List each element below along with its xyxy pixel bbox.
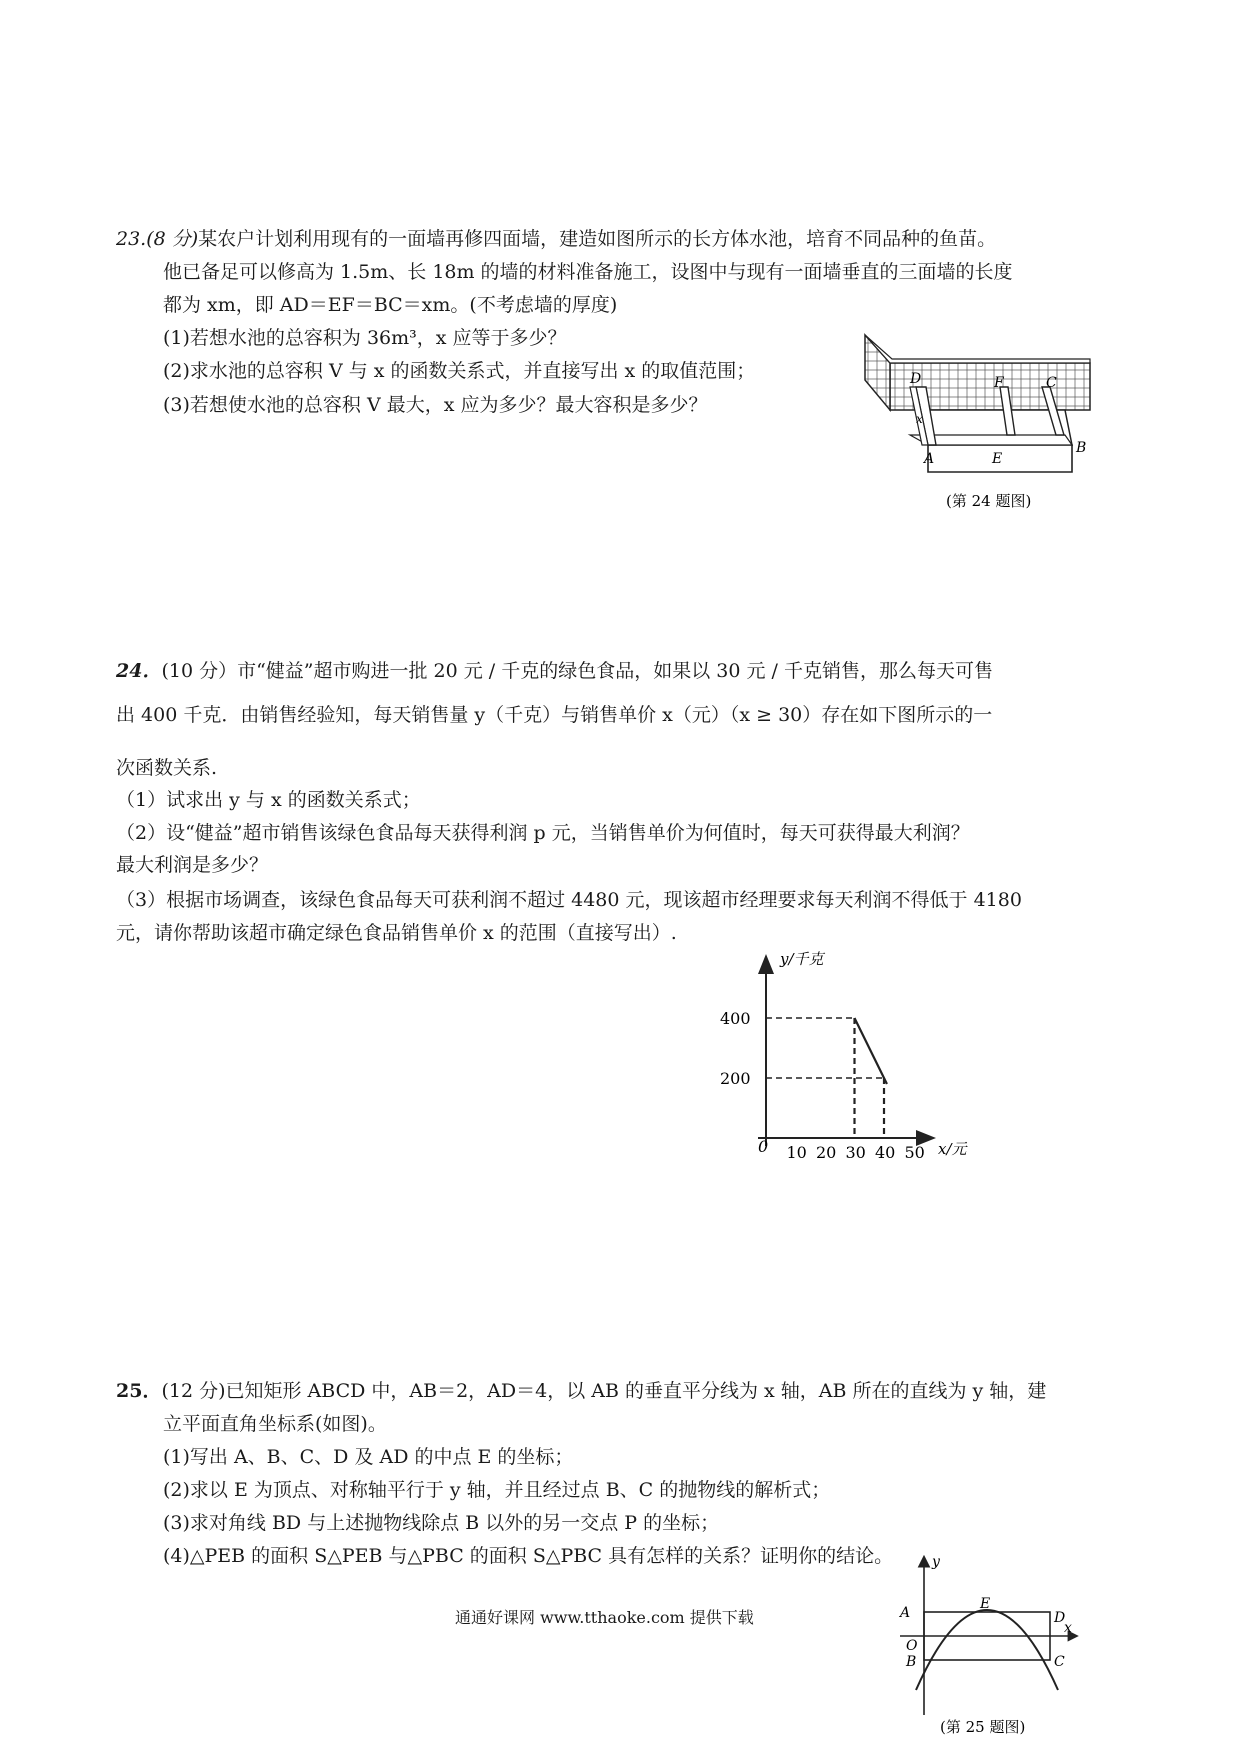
q24-line-2: 出 400 千克．由销售经验知，每天销售量 y（千克）与销售单价 x（元）（x ≥ 30）存在如下图所示的一 — [116, 704, 993, 726]
q23-line-2: 他已备足可以修高为 1.5m、长 18m 的墙的材料准备施工，设图中与现有一面墙垂直的三面墙的长度 — [163, 261, 1013, 283]
chart-y-tick-label: 400 — [720, 1009, 751, 1028]
q24-line-1-text: (10 分）市“健益”超市购进一批 20 元 / 千克的绿色食品，如果以 30 元 / 千克销售，那么每天可售 — [161, 660, 993, 682]
q25-line-2: 立平面直角坐标系(如图)。 — [163, 1413, 387, 1435]
chart-series-line — [855, 1018, 887, 1084]
label-d: D — [910, 371, 922, 387]
q23-part-3: (3)若想使水池的总容积 V 最大，x 应为多少？最大容积是多少？ — [163, 394, 708, 416]
q25-line-1-text: (12 分)已知矩形 ABCD 中，AB＝2，AD＝4，以 AB 的垂直平分线为 x 轴，AB 所在的直线为 y 轴，建 — [161, 1380, 1047, 1402]
chart-xlabel: x/元 — [938, 1140, 967, 1158]
fig25-label-y: y — [932, 1554, 940, 1570]
q23-part-1: (1)若想水池的总容积为 36m³，x 应等于多少？ — [163, 327, 567, 349]
fig25-label-o: O — [906, 1638, 918, 1654]
q24-part-2b: 最大利润是多少？ — [116, 854, 269, 876]
label-a: A — [924, 451, 935, 467]
q24-part-3b: 元，请你帮助该超市确定绿色食品销售单价 x 的范围（直接写出）. — [116, 922, 677, 944]
q23-line-1: 某农户计划利用现有的一面墙再修四面墙，建造如图所示的长方体水池，培育不同品种的鱼苗。 — [198, 228, 997, 250]
q24-part-2a: （2）设“健益”超市销售该绿色食品每天获得利润 p 元，当销售单价为何值时，每天可获得最大利润？ — [116, 822, 970, 844]
q23-points: 分) — [165, 228, 199, 250]
label-b: B — [1076, 440, 1087, 456]
q25-part-3: (3)求对角线 BD 与上述抛物线除点 B 以外的另一交点 P 的坐标； — [163, 1512, 720, 1534]
pool-diagram — [850, 325, 1100, 515]
fig25-label-e: E — [980, 1596, 991, 1612]
chart-origin-label: 0 — [758, 1137, 769, 1156]
chart-ylabel: y/千克 — [780, 950, 824, 968]
back-wall-top — [865, 335, 1090, 363]
q23-part-2: (2)求水池的总容积 V 与 x 的函数关系式，并直接写出 x 的取值范围； — [163, 360, 756, 382]
fig25-label-a: A — [900, 1605, 911, 1621]
q25-part-1: (1)写出 A、B、C、D 及 AD 的中点 E 的坐标； — [163, 1446, 574, 1468]
chart-x-tick-label: 50 — [904, 1143, 925, 1162]
label-e: E — [992, 451, 1003, 467]
q23-number — [116, 226, 996, 252]
chart-y-tick-label: 200 — [720, 1069, 751, 1088]
fig25-label-d: D — [1054, 1610, 1066, 1626]
q23-line-3: 都为 xm，即 AD＝EF＝BC＝xm。(不考虑墙的厚度) — [163, 294, 618, 316]
chart-x-tick-label: 40 — [875, 1143, 896, 1162]
sales-chart — [700, 940, 1000, 1170]
q24-part-3a: （3）根据市场调查，该绿色食品每天可获利润不超过 4480 元，现该超市经理要求每天利润不得低于 4180 — [116, 889, 1022, 911]
chart-x-tick-label: 30 — [845, 1143, 866, 1162]
q25-line-1 — [116, 1378, 1046, 1404]
parabola-diagram — [880, 1550, 1080, 1740]
q25-number: 25． — [116, 1380, 162, 1402]
fig25-label-b: B — [906, 1654, 917, 1670]
q25-part-2: (2)求以 E 为顶点、对称轴平行于 y 轴，并且经过点 B、C 的抛物线的解析式； — [163, 1479, 831, 1501]
pool-caption: (第 24 题图) — [946, 492, 1032, 510]
chart-x-tick-label: 10 — [786, 1143, 807, 1162]
label-c: C — [1046, 375, 1057, 391]
footer-text: 通通好课网 www.tthaoke.com 提供下载 — [455, 1608, 754, 1627]
chart-x-tick-label: 20 — [816, 1143, 837, 1162]
q24-part-1: （1）试求出 y 与 x 的函数关系式； — [116, 789, 421, 811]
fig25-caption: (第 25 题图) — [940, 1718, 1026, 1736]
fig25-label-x: x — [1064, 1620, 1072, 1636]
label-f: F — [994, 375, 1004, 391]
fig25-label-c: C — [1054, 1654, 1065, 1670]
q25-part-4: (4)△PEB 的面积 S△PEB 与△PBC 的面积 S△PBC 具有怎样的关系？证明你的结论。 — [163, 1545, 894, 1567]
parabola — [916, 1610, 1058, 1690]
q24-number: 24． — [116, 660, 162, 682]
q24-line-3: 次函数关系. — [116, 757, 218, 779]
q24-line-1 — [116, 658, 993, 684]
label-x: x — [916, 412, 923, 426]
q23-number-text: 23.(8 — [116, 228, 166, 250]
